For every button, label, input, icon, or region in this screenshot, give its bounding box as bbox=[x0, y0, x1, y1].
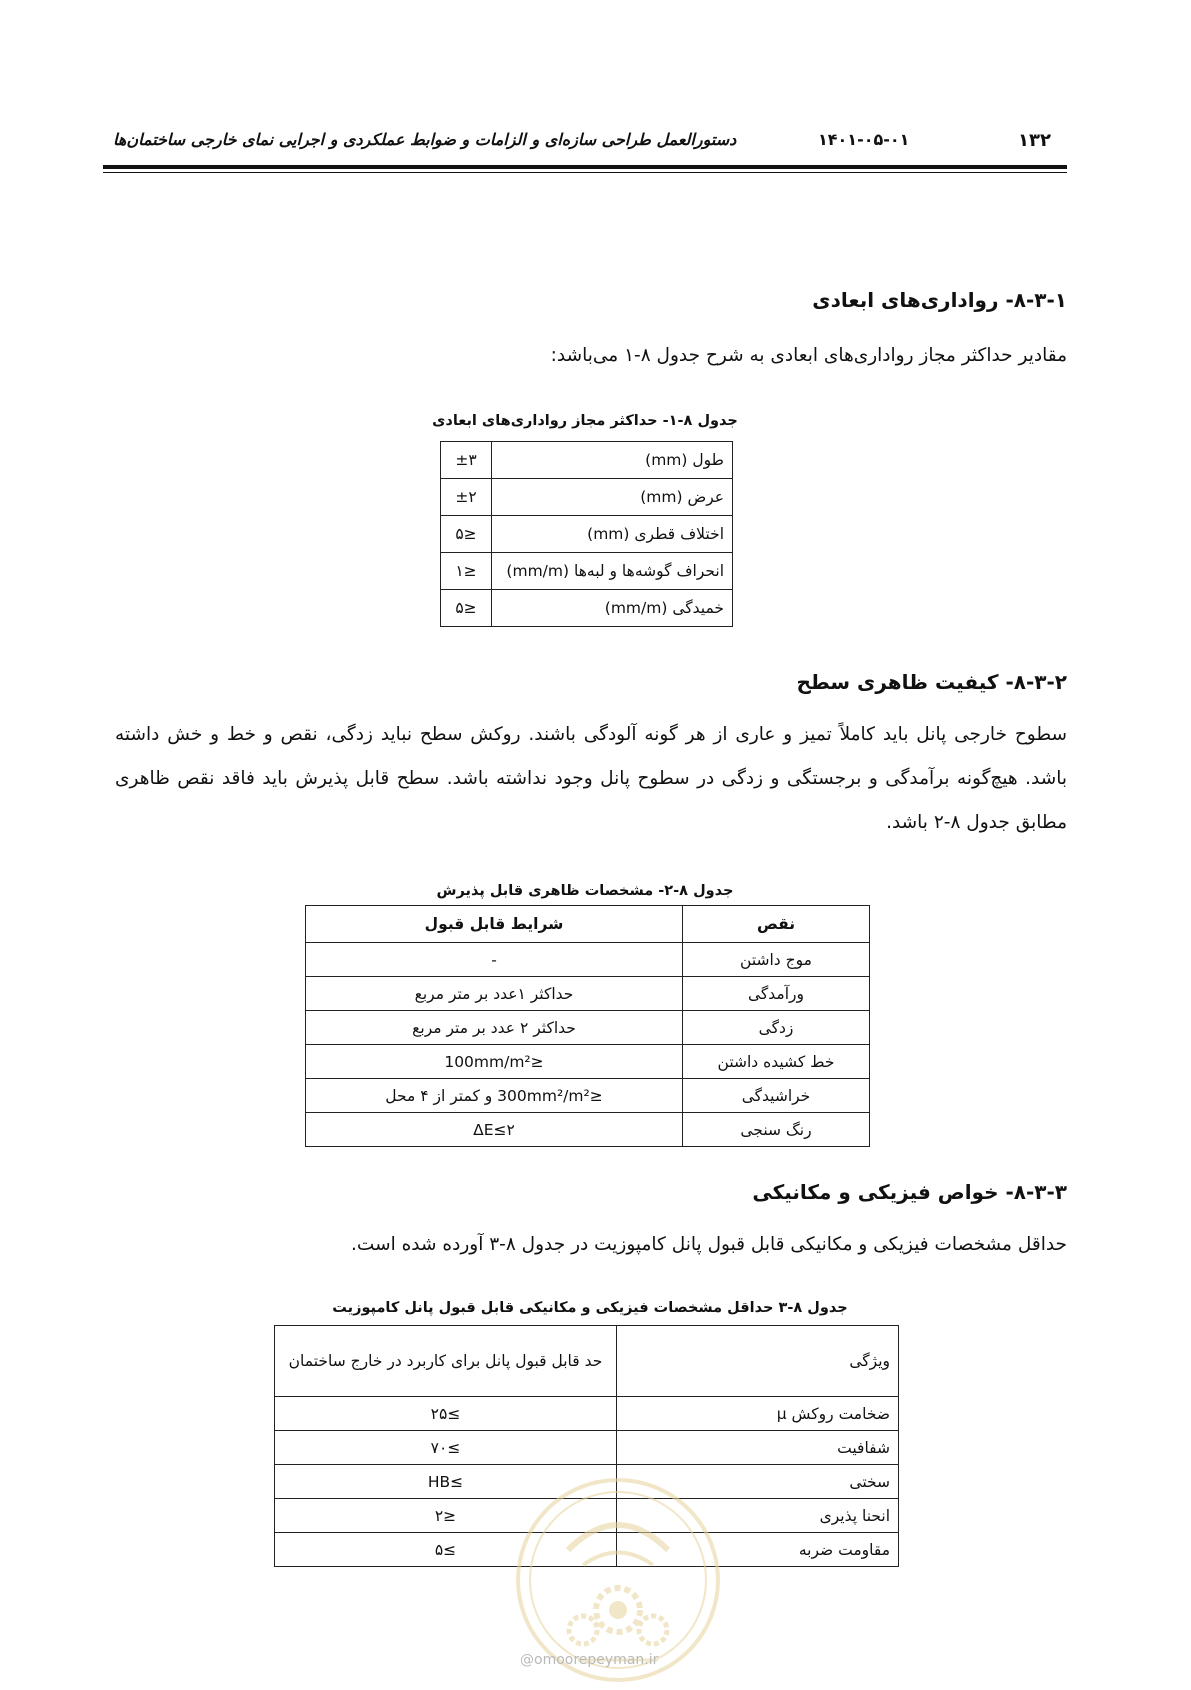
cell-property: سختی bbox=[617, 1465, 899, 1499]
table-row bbox=[441, 442, 733, 479]
table-3-caption: جدول ۸-۳ حداقل مشخصات فیزیکی و مکانیکی قابل قبول پانل کامپوزیت bbox=[332, 1300, 848, 1316]
cell-condition: حداکثر ۱عدد بر متر مربع bbox=[306, 977, 683, 1011]
cell-value: ≤۱ bbox=[441, 553, 492, 590]
header-date: ۱۴۰۱-۰۵-۰۱ bbox=[818, 130, 910, 149]
cell-limit: ≥۲۵ bbox=[275, 1397, 617, 1431]
cell-condition: - bbox=[306, 943, 683, 977]
section-2-paragraph: سطوح خارجی پانل باید کاملاً تمیز و عاری از هر گونه آلودگی باشند. روکش سطح نباید زدگی، نقص و خط و خش داشته باشد. هیچ‌گونه برآمدگی و برجستگی و زدگی در سطوح پانل وجود نداشته باشد. سطح قابل پذیرش باید فاقد نقص ظاهری مطابق جدول ۸-۲ باشد. bbox=[115, 724, 1067, 833]
cell-label: خمیدگی (mm/m) bbox=[492, 590, 733, 627]
cell-condition: حداکثر ۲ عدد بر متر مربع bbox=[306, 1011, 683, 1045]
cell-label: انحراف گوشه‌ها و لبه‌ها (mm/m) bbox=[492, 553, 733, 590]
table-row bbox=[306, 1113, 870, 1147]
table-row bbox=[306, 943, 870, 977]
column-header-condition: شرایط قابل قبول bbox=[306, 906, 683, 943]
cell-condition: ≤100mm/m² bbox=[306, 1045, 683, 1079]
cell-limit: ≥۷۰ bbox=[275, 1431, 617, 1465]
cell-limit: ≥HB bbox=[275, 1465, 617, 1499]
watermark-website: @omoorepeyman.ir bbox=[520, 1652, 659, 1668]
section-heading-dimensional-tolerances: ۸-۳-۱- رواداری‌های ابعادی bbox=[812, 288, 1067, 312]
table-row bbox=[441, 553, 733, 590]
cell-property: ضخامت روکش µ bbox=[617, 1397, 899, 1431]
cell-limit: ≥۵ bbox=[275, 1533, 617, 1567]
section-heading-physical-properties: ۸-۳-۳- خواص فیزیکی و مکانیکی bbox=[752, 1180, 1067, 1204]
cell-defect: ورآمدگی bbox=[683, 977, 870, 1011]
table-row bbox=[275, 1397, 899, 1431]
table-row bbox=[306, 1079, 870, 1113]
running-title: دستورالعمل طراحی سازه‌ای و الزامات و ضوابط عملکردی و اجرایی نمای خارجی ساختمان‌ها bbox=[113, 130, 737, 149]
cell-limit: ≤۲ bbox=[275, 1499, 617, 1533]
page-number: ۱۳۲ bbox=[1018, 130, 1051, 151]
cell-defect: خراشیدگی bbox=[683, 1079, 870, 1113]
table-row bbox=[441, 590, 733, 627]
cell-defect: خط کشیده داشتن bbox=[683, 1045, 870, 1079]
cell-label: عرض (mm) bbox=[492, 479, 733, 516]
column-header-property: ویژگی bbox=[617, 1326, 899, 1397]
cell-value: ≤۵ bbox=[441, 516, 492, 553]
table-row bbox=[441, 516, 733, 553]
cell-value: ±۲ bbox=[441, 479, 492, 516]
table-row bbox=[306, 1045, 870, 1079]
cell-defect: موج داشتن bbox=[683, 943, 870, 977]
cell-value: ±۳ bbox=[441, 442, 492, 479]
table-1-tolerances bbox=[440, 441, 733, 627]
cell-property: شفافیت bbox=[617, 1431, 899, 1465]
cell-condition: ΔE≤۲ bbox=[306, 1113, 683, 1147]
cell-condition: ≤300mm²/m² و کمتر از ۴ محل bbox=[306, 1079, 683, 1113]
cell-defect: رنگ سنجی bbox=[683, 1113, 870, 1147]
table-row bbox=[275, 1431, 899, 1465]
cell-label: اختلاف قطری (mm) bbox=[492, 516, 733, 553]
cell-property: انحنا پذیری bbox=[617, 1499, 899, 1533]
table-header-row bbox=[275, 1326, 899, 1397]
column-header-defect: نقص bbox=[683, 906, 870, 943]
header-rule-thick bbox=[103, 165, 1067, 169]
table-row bbox=[306, 1011, 870, 1045]
table-2-caption: جدول ۸-۲- مشخصات ظاهری قابل پذیرش bbox=[436, 883, 734, 899]
cell-value: ≤۵ bbox=[441, 590, 492, 627]
table-1-caption: جدول ۸-۱- حداکثر مجاز رواداری‌های ابعادی bbox=[432, 413, 738, 429]
cell-property: مقاومت ضربه bbox=[617, 1533, 899, 1567]
section-heading-surface-quality: ۸-۳-۲- کیفیت ظاهری سطح bbox=[796, 670, 1067, 694]
cell-defect: زدگی bbox=[683, 1011, 870, 1045]
table-2-appearance bbox=[305, 905, 870, 1147]
table-row bbox=[441, 479, 733, 516]
table-header-row bbox=[306, 906, 870, 943]
table-row bbox=[306, 977, 870, 1011]
column-header-limit: حد قابل قبول پانل برای کاربرد در خارج ساختمان bbox=[275, 1326, 617, 1397]
header-rule-thin bbox=[103, 172, 1067, 173]
section-3-paragraph: حداقل مشخصات فیزیکی و مکانیکی قابل قبول پانل کامپوزیت در جدول ۸-۳ آورده شده است. bbox=[351, 1234, 1067, 1255]
section-1-paragraph: مقادیر حداکثر مجاز رواداری‌های ابعادی به شرح جدول ۸-۱ می‌باشد: bbox=[550, 345, 1067, 366]
cell-label: طول (mm) bbox=[492, 442, 733, 479]
